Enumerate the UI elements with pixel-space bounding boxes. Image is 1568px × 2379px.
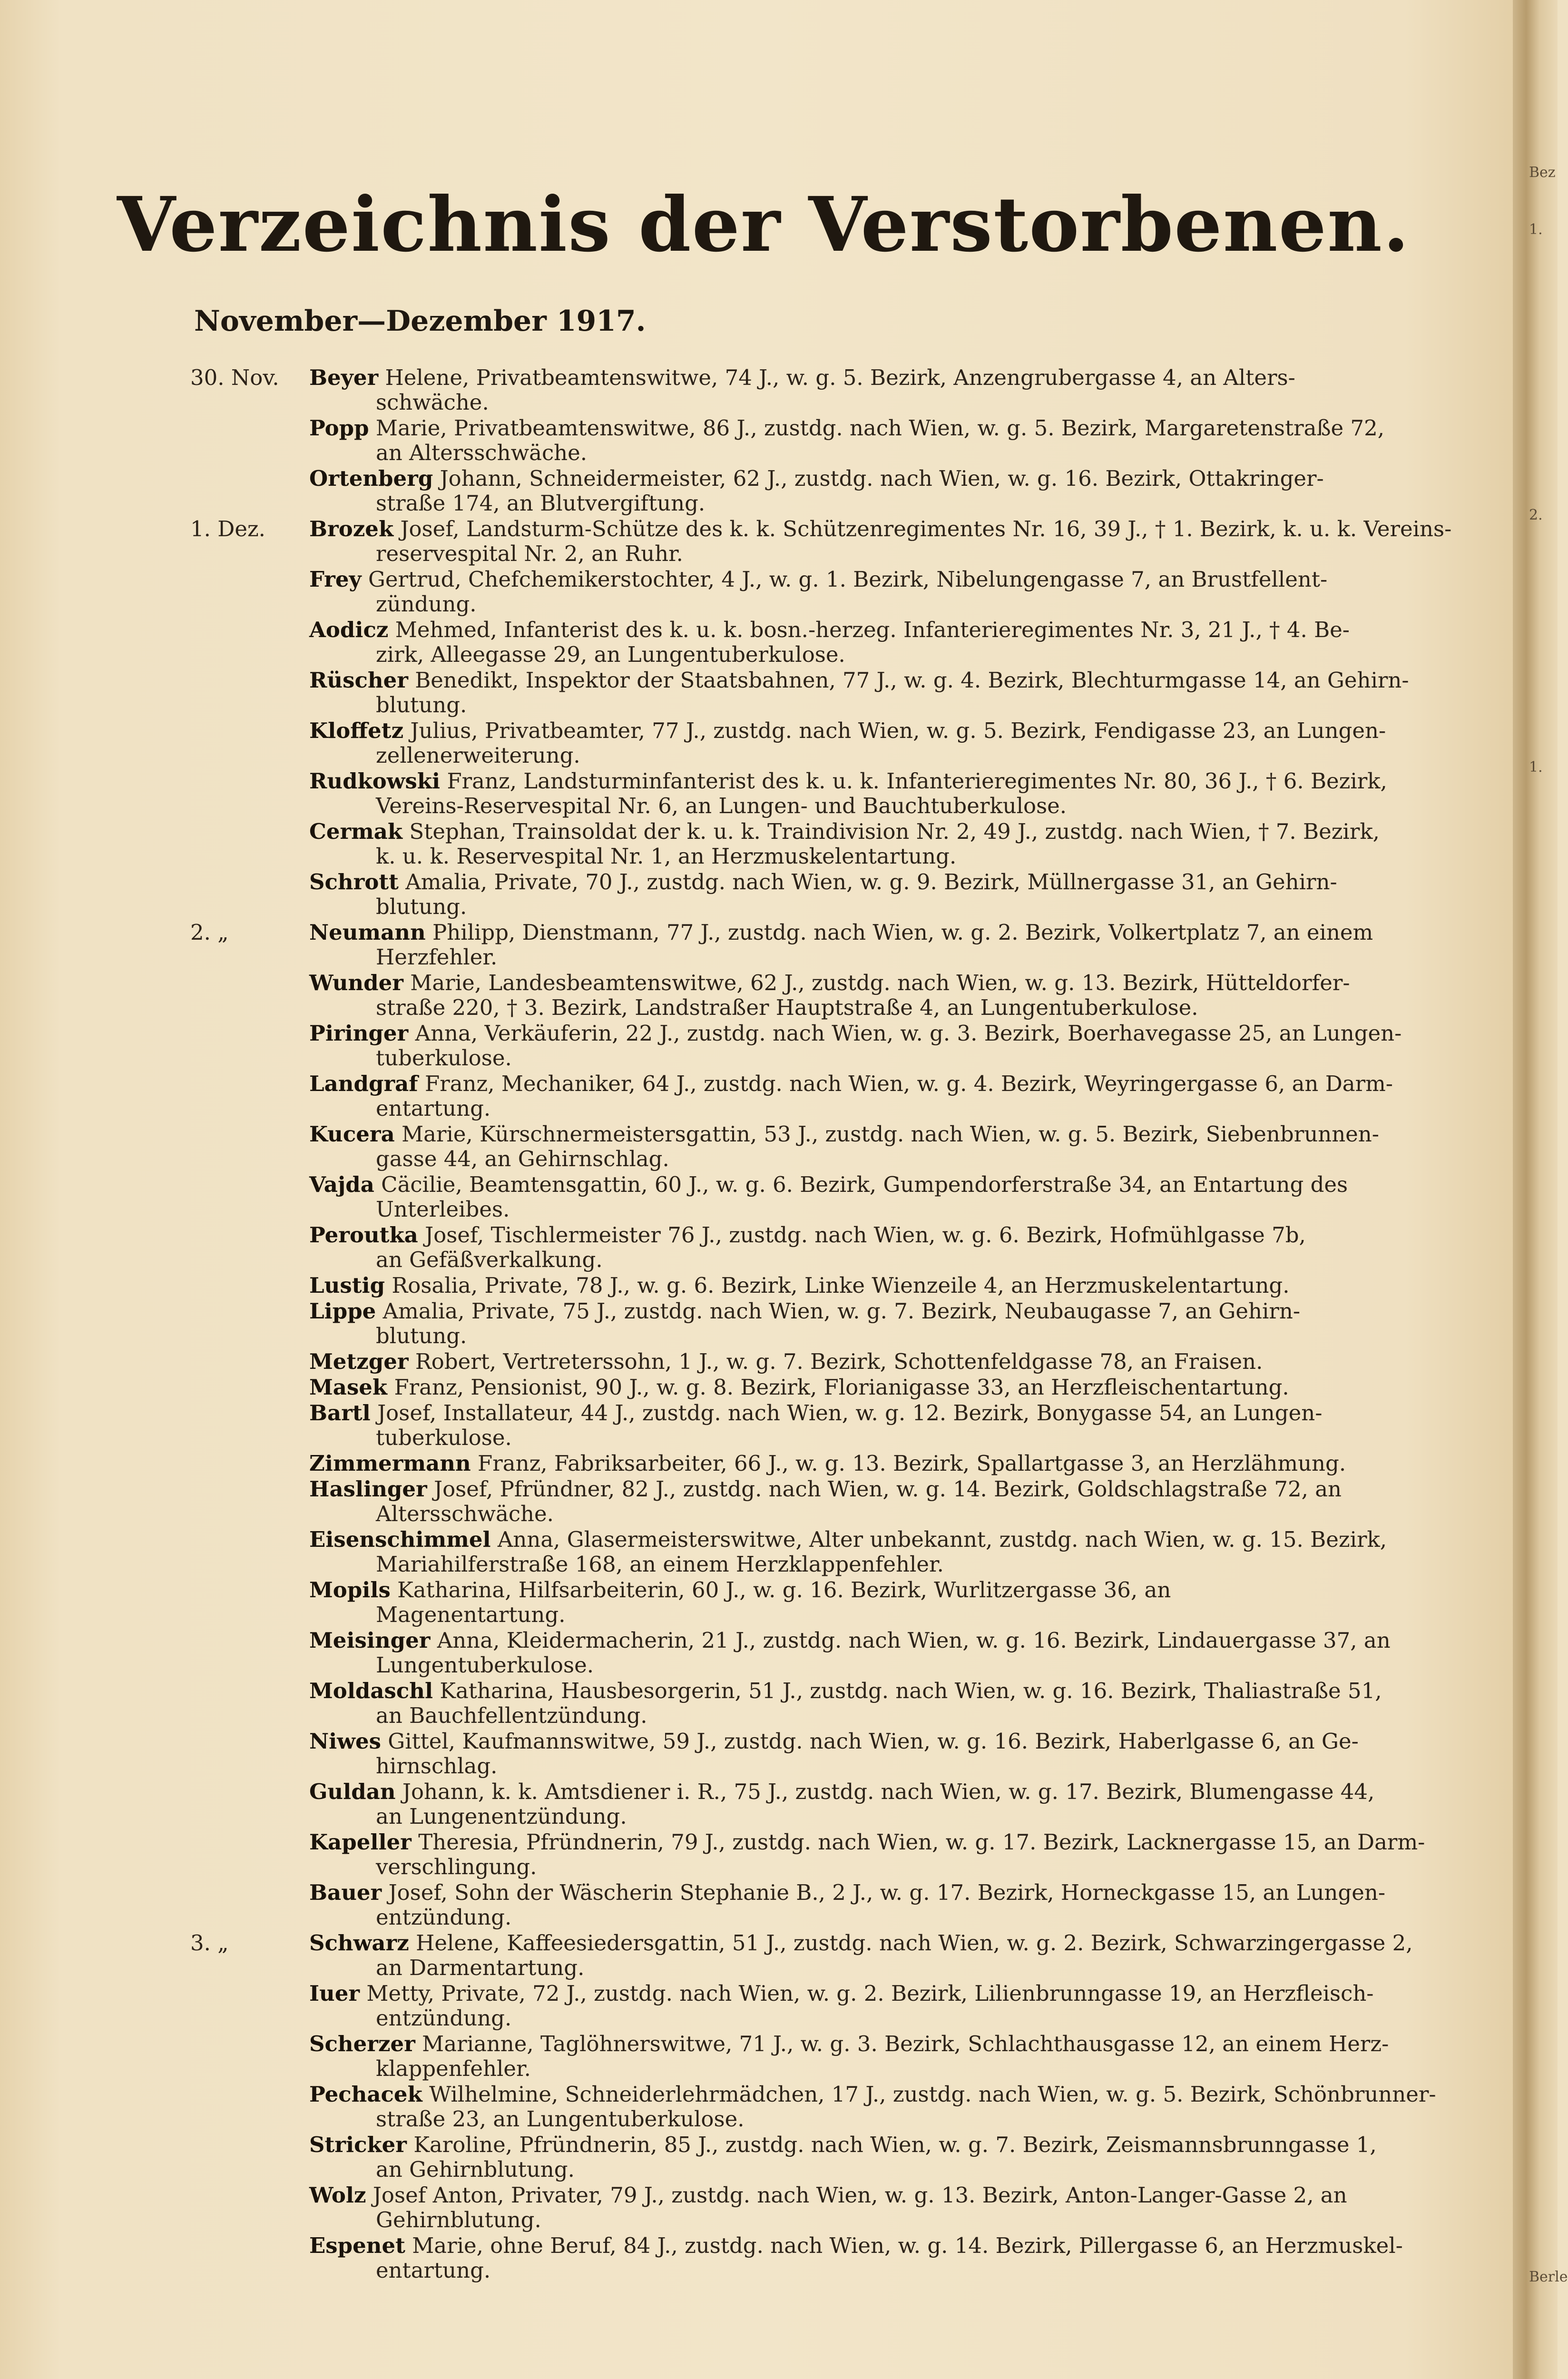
entry-details: Franz, Pensionist, 90 J., w. g. 8. Bezirk, Florianigasse 33, an Herzfleischentartung. xyxy=(394,1375,1289,1400)
deceased-surname: Guldan xyxy=(309,1779,396,1804)
entry-details: Karoline, Pfründnerin, 85 J., zustdg. nach Wien, w. g. 7. Bezirk, Zeismannsbrunngasse 1, xyxy=(413,2132,1377,2157)
deceased-surname: Schrott xyxy=(309,869,399,895)
entry-details: Rosalia, Private, 78 J., w. g. 6. Bezirk, Linke Wienzeile 4, an Herzmuskelentartung. xyxy=(392,1273,1290,1298)
deceased-surname: Pechacek xyxy=(309,2082,422,2107)
deceased-surname: Masek xyxy=(309,1375,388,1400)
register-entry xyxy=(190,1122,1465,1171)
deceased-surname: Bauer xyxy=(309,1880,382,1905)
deceased-surname: Frey xyxy=(309,567,362,592)
entry-details-continued: k. u. k. Reservespital Nr. 1, an Herzmuskelentartung. xyxy=(376,844,957,869)
entry-details: Mehmed, Infanterist des k. u. k. bosn.-herzeg. Infanterieregimentes Nr. 3, 21 J., † 4. Be- xyxy=(395,617,1350,642)
adjacent-page-text: Berle xyxy=(1529,2269,1568,2285)
deceased-surname: Popp xyxy=(309,415,369,441)
deceased-surname: Brozek xyxy=(309,516,394,541)
entry-details: Josef Anton, Privater, 79 J., zustdg. nach Wien, w. g. 13. Bezirk, Anton-Langer-Gasse 2, an xyxy=(372,2182,1347,2208)
entry-details: Marianne, Taglöhnerswitwe, 71 J., w. g. 3. Bezirk, Schlachthausgasse 12, an einem Herz- xyxy=(422,2031,1389,2056)
entry-text xyxy=(309,2233,1465,2283)
register-entry xyxy=(190,1679,1465,1728)
entry-text xyxy=(309,971,1465,1020)
deceased-surname: Scherzer xyxy=(309,2031,415,2056)
entry-date: 1. Dez. xyxy=(190,516,265,541)
entry-details-continued: Magenentartung. xyxy=(376,1602,566,1627)
entry-details-continued: tuberkulose. xyxy=(376,1045,512,1071)
deceased-surname: Moldaschl xyxy=(309,1678,433,1703)
register-entry xyxy=(190,1451,1465,1476)
entry-details: Gittel, Kaufmannswitwe, 59 J., zustdg. nach Wien, w. g. 16. Bezirk, Haberlgasse 6, an Ge- xyxy=(388,1729,1359,1754)
entry-details-continued: verschlingung. xyxy=(376,1854,537,1879)
deceased-surname: Zimmermann xyxy=(309,1451,471,1476)
entry-details: Anna, Glasermeisterswitwe, Alter unbekannt, zustdg. nach Wien, w. g. 15. Bezirk, xyxy=(497,1527,1387,1552)
register-entry xyxy=(190,1477,1465,1526)
entry-details-continued: Herzfehler. xyxy=(376,944,498,970)
deceased-surname: Eisenschimmel xyxy=(309,1527,491,1552)
entry-text xyxy=(309,466,1465,516)
entry-text xyxy=(309,920,1465,970)
register-entry xyxy=(190,1981,1465,2031)
entry-details-continued: entzündung. xyxy=(376,2005,512,2031)
entry-text xyxy=(309,1527,1465,1577)
deceased-surname: Kapeller xyxy=(309,1829,412,1855)
entry-text xyxy=(309,517,1465,566)
deceased-surname: Stricker xyxy=(309,2132,407,2157)
entry-details-continued: entzündung. xyxy=(376,1905,512,1930)
register-entry xyxy=(190,769,1465,818)
register-entry xyxy=(190,1299,1465,1348)
entry-details-continued: gasse 44, an Gehirnschlag. xyxy=(376,1146,669,1171)
entry-details: Helene, Kaffeesiedersgattin, 51 J., zustdg. nach Wien, w. g. 2. Bezirk, Schwarzingergasse 2, xyxy=(416,1930,1413,1956)
entry-details: Marie, ohne Beruf, 84 J., zustdg. nach Wien, w. g. 14. Bezirk, Pillergasse 6, an Herzmuskel- xyxy=(412,2233,1403,2258)
register-entry xyxy=(190,618,1465,667)
entry-text xyxy=(309,2183,1465,2232)
deceased-surname: Rüscher xyxy=(309,668,408,693)
register-entry xyxy=(190,1349,1465,1374)
register-entry xyxy=(190,2032,1465,2081)
deceased-surname: Lippe xyxy=(309,1298,376,1324)
entry-details: Philipp, Dienstmann, 77 J., zustdg. nach Wien, w. g. 2. Bezirk, Volkertplatz 7, an einem xyxy=(432,920,1373,945)
entry-details: Franz, Fabriksarbeiter, 66 J., w. g. 13. Bezirk, Spallartgasse 3, an Herzlähmung. xyxy=(478,1451,1346,1476)
entry-details-continued: blutung. xyxy=(376,692,467,718)
entry-details: Franz, Mechaniker, 64 J., zustdg. nach Wien, w. g. 4. Bezirk, Weyringergasse 6, an Darm- xyxy=(424,1071,1393,1096)
entry-text xyxy=(309,1830,1465,1879)
register-entry xyxy=(190,718,1465,768)
entry-details: Josef, Installateur, 44 J., zustdg. nach Wien, w. g. 12. Bezirk, Bonygasse 54, an Lungen- xyxy=(377,1400,1323,1425)
entry-details-continued: hirnschlag. xyxy=(376,1753,498,1779)
entry-date: 2. „ xyxy=(190,920,229,945)
deceased-surname: Rudkowski xyxy=(309,768,441,794)
entry-text xyxy=(309,1172,1465,1222)
entry-details: Helene, Privatbeamtenswitwe, 74 J., w. g. 5. Bezirk, Anzengrubergasse 4, an Alters- xyxy=(385,365,1295,390)
entry-details: Johann, Schneidermeister, 62 J., zustdg. nach Wien, w. g. 16. Bezirk, Ottakringer- xyxy=(440,466,1324,491)
register-entry xyxy=(190,1273,1465,1298)
deceased-surname: Neumann xyxy=(309,920,426,945)
entry-text xyxy=(309,2082,1465,2132)
entry-details: Gertrud, Chefchemikerstochter, 4 J., w. g. 1. Bezirk, Nibelungengasse 7, an Brustfellent- xyxy=(368,567,1328,592)
entry-details: Josef, Pfründner, 82 J., zustdg. nach Wien, w. g. 14. Bezirk, Goldschlagstraße 72, an xyxy=(434,1476,1342,1502)
entry-text xyxy=(309,1981,1465,2031)
adjacent-page-text: 1. xyxy=(1529,759,1543,776)
deceased-surname: Schwarz xyxy=(309,1930,409,1956)
entry-details: Stephan, Trainsoldat der k. u. k. Traindivision Nr. 2, 49 J., zustdg. nach Wien, † 7. Bezirk, xyxy=(409,819,1380,844)
deceased-surname: Bartl xyxy=(309,1400,371,1425)
entry-details-continued: Vereins-Reservespital Nr. 6, an Lungen- und Bauchtuberkulose. xyxy=(376,793,1067,818)
entry-details: Amalia, Private, 75 J., zustdg. nach Wien, w. g. 7. Bezirk, Neubaugasse 7, an Gehirn- xyxy=(382,1298,1301,1324)
deceased-surname: Beyer xyxy=(309,365,379,390)
register-entry xyxy=(190,920,1465,970)
register-entry xyxy=(190,2183,1465,2232)
entry-details: Franz, Landsturminfanterist des k. u. k. Infanterieregimentes Nr. 80, 36 J., † 6. Bezirk, xyxy=(447,768,1387,794)
entry-details: Katharina, Hausbesorgerin, 51 J., zustdg. nach Wien, w. g. 16. Bezirk, Thaliastraße 51, xyxy=(440,1678,1382,1703)
entry-text xyxy=(309,618,1465,667)
entry-details: Johann, k. k. Amtsdiener i. R., 75 J., zustdg. nach Wien, w. g. 17. Bezirk, Blumengasse 44, xyxy=(402,1779,1375,1804)
deceased-surname: Kloffetz xyxy=(309,718,404,743)
deceased-surname: Lustig xyxy=(309,1273,385,1298)
entry-details: Anna, Verkäuferin, 22 J., zustdg. nach Wien, w. g. 3. Bezirk, Boerhavegasse 25, an Lungen- xyxy=(415,1021,1402,1046)
entry-text xyxy=(309,668,1465,718)
entry-details: Josef, Landsturm-Schütze des k. k. Schützenregimentes Nr. 16, 39 J., † 1. Bezirk, k. u. k. Vereins- xyxy=(400,516,1452,541)
deceased-surname: Meisinger xyxy=(309,1628,431,1653)
deceased-surname: Vajda xyxy=(309,1172,374,1197)
entry-details-continued: Altersschwäche. xyxy=(376,1501,554,1526)
register-entry xyxy=(190,870,1465,919)
adjacent-page-text: 2. xyxy=(1529,507,1543,523)
entry-details-continued: straße 220, † 3. Bezirk, Landstraßer Hauptstraße 4, an Lungentuberkulose. xyxy=(376,995,1198,1020)
entry-details: Benedikt, Inspektor der Staatsbahnen, 77 J., w. g. 4. Bezirk, Blechturmgasse 14, an Gehirn- xyxy=(415,668,1409,693)
entry-text xyxy=(309,1451,1465,1476)
register-entry xyxy=(190,1172,1465,1222)
register-entry xyxy=(190,466,1465,516)
entry-details-continued: Gehirnblutung. xyxy=(376,2207,541,2232)
register-entry xyxy=(190,1578,1465,1627)
entry-text xyxy=(309,1375,1465,1400)
register-entry xyxy=(190,1375,1465,1400)
register-entry xyxy=(190,1223,1465,1272)
entry-details-continued: entartung. xyxy=(376,2258,491,2283)
register-entry xyxy=(190,1931,1465,1980)
deceased-surname: Aodicz xyxy=(309,617,389,642)
entry-details: Julius, Privatbeamter, 77 J., zustdg. nach Wien, w. g. 5. Bezirk, Fendigasse 23, an Lungen- xyxy=(410,718,1386,743)
entry-text xyxy=(309,1477,1465,1526)
register-entry xyxy=(190,971,1465,1020)
deceased-surname: Kucera xyxy=(309,1121,395,1147)
entry-details-continued: blutung. xyxy=(376,1323,467,1348)
entry-text xyxy=(309,1931,1465,1980)
entry-text xyxy=(309,1021,1465,1071)
entry-details-continued: zündung. xyxy=(376,591,477,617)
register-entry xyxy=(190,2082,1465,2132)
register-entry xyxy=(190,365,1465,415)
adjacent-page-text: 1. xyxy=(1529,221,1543,238)
entry-details-continued: an Altersschwäche. xyxy=(376,440,588,465)
entry-details-continued: straße 23, an Lungentuberkulose. xyxy=(376,2106,745,2132)
entry-details: Katharina, Hilfsarbeiterin, 60 J., w. g. 16. Bezirk, Wurlitzergasse 36, an xyxy=(397,1577,1171,1602)
deceased-surname: Metzger xyxy=(309,1349,409,1374)
entry-details: Wilhelmine, Schneiderlehrmädchen, 17 J., zustdg. nach Wien, w. g. 5. Bezirk, Schönbrunner- xyxy=(429,2082,1436,2107)
entry-text xyxy=(309,1628,1465,1678)
register-entry xyxy=(190,1021,1465,1071)
entry-details-continued: Lungentuberkulose. xyxy=(376,1652,594,1678)
adjacent-page-text: Bez xyxy=(1529,164,1556,181)
register-entry xyxy=(190,1072,1465,1121)
entry-details: Josef, Tischlermeister 76 J., zustdg. nach Wien, w. g. 6. Bezirk, Hofmühlgasse 7b, xyxy=(425,1222,1306,1248)
register-entry xyxy=(190,2133,1465,2182)
entry-text xyxy=(309,718,1465,768)
entry-details: Cäcilie, Beamtensgattin, 60 J., w. g. 6. Bezirk, Gumpendorferstraße 34, an Entartung des xyxy=(381,1172,1348,1197)
entry-text xyxy=(309,769,1465,818)
entry-text xyxy=(309,416,1465,465)
entry-text xyxy=(309,2133,1465,2182)
entry-details-continued: schwäche. xyxy=(376,390,489,415)
entry-details-continued: an Bauchfellentzündung. xyxy=(376,1703,647,1728)
entry-details: Marie, Kürschnermeistersgattin, 53 J., zustdg. nach Wien, w. g. 5. Bezirk, Siebenbrunnen- xyxy=(402,1121,1379,1147)
entry-details: Marie, Landesbeamtenswitwe, 62 J., zustdg. nach Wien, w. g. 13. Bezirk, Hütteldorfer- xyxy=(410,970,1350,995)
entry-details-continued: an Gefäßverkalkung. xyxy=(376,1247,603,1272)
entry-details: Anna, Kleidermacherin, 21 J., zustdg. nach Wien, w. g. 16. Bezirk, Lindauergasse 37, an xyxy=(437,1628,1391,1653)
entry-text xyxy=(309,1349,1465,1374)
entry-details-continued: an Lungenentzündung. xyxy=(376,1804,627,1829)
entry-text xyxy=(309,1072,1465,1121)
deceased-surname: Niwes xyxy=(309,1729,381,1754)
register-entry xyxy=(190,1401,1465,1450)
register-entry xyxy=(190,416,1465,465)
register-entry xyxy=(190,1729,1465,1779)
register-entry xyxy=(190,1527,1465,1577)
entry-text xyxy=(309,1122,1465,1171)
deceased-surname: Ortenberg xyxy=(309,466,433,491)
register-entry xyxy=(190,2233,1465,2283)
entry-date: 3. „ xyxy=(190,1930,229,1956)
entry-text xyxy=(309,1401,1465,1450)
entry-details-continued: an Gehirnblutung. xyxy=(376,2157,575,2182)
register-entry xyxy=(190,517,1465,566)
deceased-surname: Landgraf xyxy=(309,1071,418,1096)
entry-details: Amalia, Private, 70 J., zustdg. nach Wien, w. g. 9. Bezirk, Müllnergasse 31, an Gehirn- xyxy=(405,869,1337,895)
deceased-surname: Wolz xyxy=(309,2182,366,2208)
entry-text xyxy=(309,1779,1465,1829)
entry-details-continued: straße 174, an Blutvergiftung. xyxy=(376,491,706,516)
deceased-surname: Haslinger xyxy=(309,1476,427,1502)
register-entry xyxy=(190,1628,1465,1678)
page-title: Verzeichnis der Verstorbenen. xyxy=(117,181,1410,269)
entry-details-continued: Unterleibes. xyxy=(376,1197,510,1222)
entry-details-continued: reservespital Nr. 2, an Ruhr. xyxy=(376,541,683,566)
entry-date: 30. Nov. xyxy=(190,365,279,390)
section-heading: November—Dezember 1917. xyxy=(194,305,646,338)
entry-details-continued: zellenerweiterung. xyxy=(376,743,580,768)
register-entry xyxy=(190,567,1465,617)
entry-text xyxy=(309,567,1465,617)
deceased-surname: Wunder xyxy=(309,970,403,995)
death-register-list xyxy=(190,365,1465,2284)
entry-details: Theresia, Pfründnerin, 79 J., zustdg. nach Wien, w. g. 17. Bezirk, Lacknergasse 15, an Darm- xyxy=(418,1829,1425,1855)
entry-text xyxy=(309,1679,1465,1728)
entry-details: Josef, Sohn der Wäscherin Stephanie B., 2 J., w. g. 17. Bezirk, Horneckgasse 15, an Lungen- xyxy=(388,1880,1386,1905)
entry-details: Metty, Private, 72 J., zustdg. nach Wien, w. g. 2. Bezirk, Lilienbrunngasse 19, an Herzfleisch- xyxy=(366,1981,1374,2006)
register-entry xyxy=(190,819,1465,869)
deceased-surname: Cermak xyxy=(309,819,403,844)
register-entry xyxy=(190,1779,1465,1829)
deceased-surname: Piringer xyxy=(309,1021,409,1046)
entry-details: Robert, Vertreterssohn, 1 J., w. g. 7. Bezirk, Schottenfeldgasse 78, an Fraisen. xyxy=(415,1349,1263,1374)
entry-text xyxy=(309,1299,1465,1348)
deceased-surname: Iuer xyxy=(309,1981,360,2006)
entry-text xyxy=(309,1223,1465,1272)
entry-details-continued: zirk, Alleegasse 29, an Lungentuberkulose. xyxy=(376,642,845,667)
entry-details-continued: Mariahilferstraße 168, an einem Herzklappenfehler. xyxy=(376,1552,944,1577)
register-entry xyxy=(190,1880,1465,1930)
entry-details-continued: an Darmentartung. xyxy=(376,1955,585,1980)
entry-details-continued: tuberkulose. xyxy=(376,1425,512,1450)
deceased-surname: Mopils xyxy=(309,1577,391,1602)
entry-text xyxy=(309,819,1465,869)
entry-text xyxy=(309,1273,1465,1298)
adjacent-page-edge xyxy=(1513,0,1558,2379)
entry-text xyxy=(309,1880,1465,1930)
entry-text xyxy=(309,2032,1465,2081)
deceased-surname: Espenet xyxy=(309,2233,405,2258)
deceased-surname: Peroutka xyxy=(309,1222,418,1248)
entry-text xyxy=(309,1729,1465,1779)
entry-text xyxy=(309,365,1465,415)
register-entry xyxy=(190,668,1465,718)
entry-details: Marie, Privatbeamtenswitwe, 86 J., zustdg. nach Wien, w. g. 5. Bezirk, Margaretenstraße 72, xyxy=(375,415,1385,441)
register-entry xyxy=(190,1830,1465,1879)
entry-text xyxy=(309,870,1465,919)
entry-details-continued: klappenfehler. xyxy=(376,2056,531,2081)
entry-details-continued: blutung. xyxy=(376,894,467,919)
entry-text xyxy=(309,1578,1465,1627)
entry-details-continued: entartung. xyxy=(376,1096,491,1121)
